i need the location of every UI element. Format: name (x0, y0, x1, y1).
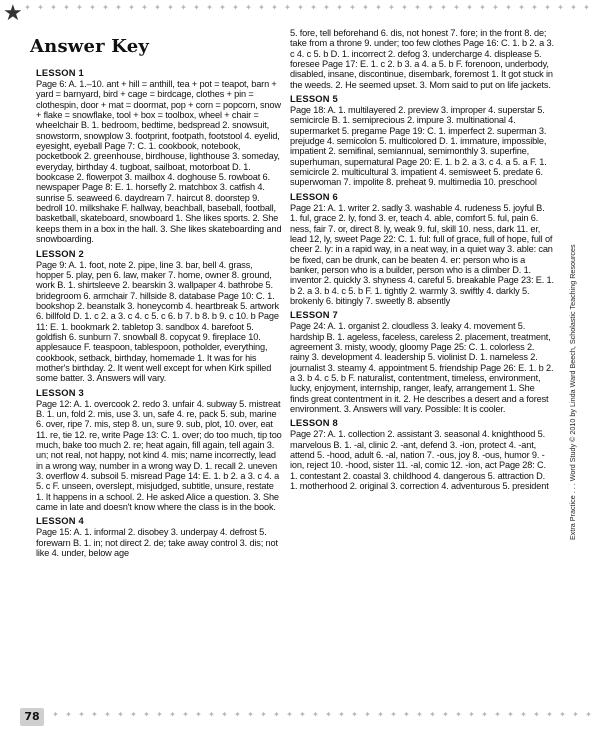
border-star-icon: ✦ (167, 3, 174, 12)
border-star-icon: ✦ (258, 3, 265, 12)
border-star-icon: ✦ (468, 710, 475, 719)
border-star-icon: ✦ (37, 3, 44, 12)
border-star-icon: ✦ (102, 3, 109, 12)
border-star-icon: ✦ (128, 3, 135, 12)
lesson-heading: LESSON 4 (36, 515, 84, 527)
border-star-icon: ✦ (570, 3, 577, 12)
border-star-icon: ✦ (247, 710, 254, 719)
page-title: Answer Key (30, 36, 150, 57)
lesson-answers: Page 6: A. 1.–10. ant + hill = anthill, tea + pot = teapot, barn + yard = barnyard, bird + cage = birdcage, clothes + pin = clothespin, door + mat = doormat, pop + corn = popcorn, snow + flake = snowflake, tool + box = toolbox, wheel + chair = wheelchair B. 1. bedroom, bedtime, bedspread 2. snowsuit, snowstorm, snowplow 3. footprint, footpath, footstool 4. eyelid, eyesight, eyeball Page 7: C. 1. cookbook, notebook, pocketbook 2. greenhouse, birdhouse, lighthouse 3. someday, everyday, birthday 4. tugboat, sailboat, motorboat D. 1. bookcase 2. flowerpot 3. mailbox 4. doghouse 5. rowboat 6. newspaper Page 8: E. 1. horsefly 2. matchbox 3. catfish 4. sunrise 5. seaweed 6. daydream 7. haircut 8. doorstep 9. bedroll 10. milkshake F. hallway, beachball, baseball, football, basketball, skateboard, snowboard 1. She likes sports. 2. She keeps them in a box in the hall. 3. She likes skateboarding and snowboarding. (36, 79, 282, 245)
border-star-icon: ✦ (546, 710, 553, 719)
border-star-icon: ✦ (585, 710, 592, 719)
border-star-icon: ✦ (141, 3, 148, 12)
border-star-icon: ✦ (481, 710, 488, 719)
border-star-icon: ✦ (299, 710, 306, 719)
border-star-icon: ✦ (284, 3, 291, 12)
lesson-heading: LESSON 5 (290, 93, 338, 105)
lesson-heading: LESSON 3 (36, 386, 84, 398)
border-star-icon: ✦ (219, 3, 226, 12)
lesson-answers: Page 24: A. 1. organist 2. cloudless 3. leaky 4. movement 5. hardship B. 1. ageless, faceless, careless 2. placement, treatment, agreement 3. misty, woody, gloomy Page 25: C. 1. colorless 2. rainy 3. development 4. leadership 5. violinist D. 1. nameless 2. journalist 3. steamy 4. appointment 5. friendship Page 26: E. 1. b 2. a 3. b 4. c 5. b F. naturalist, contentment, timeless, environment, lucky, enjoyment, internship, ranger, leafy, arrangement 1. She finds great contentment in it. 2. He describes a desert and a forest environment. 3. Answers will vary. Possible: It is cooler. (290, 321, 554, 414)
border-star-icon: ✦ (494, 710, 501, 719)
border-star-icon: ✦ (520, 710, 527, 719)
lesson-heading: LESSON 2 (36, 247, 84, 259)
lesson-block (290, 309, 554, 414)
border-star-icon: ✦ (466, 3, 473, 12)
lesson-answers: Page 15: A. 1. informal 2. disobey 3. underpay 4. defrost 5. forewarn B. 1. in; not direct 2. de; take away control 3. dis; not like 4. under, below age (36, 527, 278, 559)
border-star-icon: ✦ (297, 3, 304, 12)
border-star-icon: ✦ (156, 710, 163, 719)
border-star-icon: ✦ (50, 3, 57, 12)
border-star-icon: ✦ (65, 710, 72, 719)
border-star-icon: ✦ (271, 3, 278, 12)
border-star-icon: ✦ (364, 710, 371, 719)
lesson-block (36, 248, 282, 384)
lesson-answers: Page 18: A. 1. multilayered 2. preview 3. improper 4. superstar 5. semicircle B. 1. semiprecious 2. impure 3. multinational 4. supermarket 5. pregame Page 19: C. 1. imperfect 2. superman 3. prejudge 4. semicolon 5. multicolored D. 1. immature, impossible, impatient 2. semifinal, semiannual, semimonthly 3. superfine, superhuman, supernatural Page 20: E. 1. b 2. a 3. c 4. a 5. a F. 1. semicircle 2. multicultural 3. impatient 4. semisweet 5. predate 6. superwoman 7. impolite 8. preheat 9. multimedia 10. preschool (290, 105, 547, 188)
border-star-icon: ✦ (154, 3, 161, 12)
lesson-block (290, 28, 554, 90)
border-star-icon: ✦ (310, 3, 317, 12)
border-star-icon: ✦ (531, 3, 538, 12)
lesson-answers: Page 12: A. 1. overcook 2. redo 3. unfair 4. subway 5. mistreat B. 1. un, fold 2. mis, use 3. un, safe 4. re, pack 5. sub, marine 6. over, ripe 7. mis, step 8. un, sure 9. sub, plot, 10. over, eat 11. re, tie 12. re, write Page 13: C. 1. over; do too much, tip too much, bake too much 2. re; heat again, fill again, tell again 3. un; not real, not happy, not kind 4. mis; name incorrectly, lead in a wrong way, number in a wrong way D. 1. recall 2. uneven 3. overflow 4. subsoil 5. misread Page 14: E. 1. b 2. a 3. c 4. a 5. c F. unseen, overslept, misjudged, subtitle, unsure, restate 1. It happens in a school. 2. He asked Alice a question. 3. She came in late and doesn't know where the class is in the book. (36, 398, 282, 513)
border-star-icon: ✦ (583, 3, 590, 12)
border-star-icon: ✦ (24, 3, 31, 12)
border-star-icon: ✦ (273, 710, 280, 719)
border-star-icon: ✦ (349, 3, 356, 12)
border-star-icon: ✦ (572, 710, 579, 719)
border-star-icon: ✦ (492, 3, 499, 12)
border-star-icon: ✦ (544, 3, 551, 12)
border-star-icon: ✦ (351, 710, 358, 719)
border-star-icon: ✦ (507, 710, 514, 719)
border-star-icon: ✦ (518, 3, 525, 12)
border-star-icon: ✦ (559, 710, 566, 719)
page-number: 78 (20, 708, 44, 726)
border-star-icon: ✦ (260, 710, 267, 719)
border-star-icon: ✦ (453, 3, 460, 12)
lesson-block (36, 387, 282, 513)
border-star-icon: ✦ (312, 710, 319, 719)
border-star-icon: ✦ (286, 710, 293, 719)
lesson-answers: 5. fore, tell beforehand 6. dis, not honest 7. fore; in the front 8. de; take from a throne 9. under; too few clothes Page 16: C. 1. b 2. a 3. c 4. c 5. b D. 1. incorrect 2. defog 3. undercharge 4. displease 5. foresee Page 17: E. 1. c 2. b 3. a 4. a 5. b F. forenoon, underbody, disabled, insane, discontinue, disembark, foremost 1. It got stuck in the weeds. 2. He seemed upset. 3. Mom said to put on life jackets. (290, 28, 554, 90)
border-star-icon: ✦ (557, 3, 564, 12)
border-star-icon: ✦ (89, 3, 96, 12)
border-star-icon: ✦ (362, 3, 369, 12)
border-star-icon: ✦ (377, 710, 384, 719)
border-star-icon: ✦ (234, 710, 241, 719)
border-star-icon: ✦ (375, 3, 382, 12)
bottom-star-border (0, 708, 600, 722)
border-star-icon: ✦ (208, 710, 215, 719)
lesson-heading: LESSON 1 (36, 67, 84, 78)
border-star-icon: ✦ (388, 3, 395, 12)
border-star-icon: ✦ (78, 710, 85, 719)
lesson-block (290, 93, 554, 188)
border-star-icon: ✦ (206, 3, 213, 12)
lesson-heading: LESSON 8 (290, 417, 338, 429)
lesson-block (290, 191, 554, 306)
border-star-icon: ✦ (195, 710, 202, 719)
border-star-icon: ✦ (323, 3, 330, 12)
lesson-block (36, 515, 282, 558)
border-star-icon: ✦ (130, 710, 137, 719)
border-star-icon: ✦ (76, 3, 83, 12)
left-column (36, 64, 282, 704)
border-star-icon: ✦ (182, 710, 189, 719)
border-star-icon: ✦ (193, 3, 200, 12)
border-star-icon: ✦ (416, 710, 423, 719)
lesson-heading: LESSON 7 (290, 309, 338, 321)
lesson-answers: Page 9: A. 1. foot, note 2. pipe, line 3. bar, bell 4. grass, hopper 5. play, pen 6. law, maker 7. home, owner 8. ground, work B. 1. shirtsleeve 2. bearskin 3. wallpaper 4. bathrobe 5. bridegroom 6. armchair 7. hillside 8. database Page 10: C. 1. bookshop 2. beanstalk 3. honeycomb 4. heartbreak 5. artwork 6. billfold D. 1. c 2. a 3. c 4. c 5. c 6. b 7. b 8. b 9. c 10. b Page 11: E. 1. bookmark 2. tabletop 3. sandbox 4. barefoot 5. goldfish 6. sunburn 7. snowball 8. copycat 9. fireplace 10. applesauce F. teaspoon, tablespoon, potholder, everything, cookbook, setback, birthday, homemade 1. It was for his mother's birthday. 2. It went well except for when Kirk spilled some batter. 3. Answers will vary. (36, 259, 279, 384)
lesson-block (36, 67, 282, 245)
border-star-icon: ✦ (232, 3, 239, 12)
copyright-credit: Extra Practice . . . Word Study © 2010 by Linda Ward Beech, Scholastic Teaching Resources (568, 244, 577, 540)
border-star-icon: ✦ (455, 710, 462, 719)
lesson-heading: LESSON 6 (290, 190, 338, 202)
copyright-sidebar (558, 200, 578, 540)
border-star-icon: ✦ (52, 710, 59, 719)
border-star-icon: ✦ (63, 3, 70, 12)
border-star-icon: ✦ (403, 710, 410, 719)
border-star-icon: ✦ (427, 3, 434, 12)
border-star-icon: ✦ (505, 3, 512, 12)
border-star-icon: ✦ (414, 3, 421, 12)
lesson-answers: Page 21: A. 1. writer 2. sadly 3. washable 4. rudeness 5. joyful B. 1. ful, grace 2. ly, fond 3. er, teach 4. able, comfort 5. ful, pain 6. ness, fair 7. or, direct 8. ly, weak 9. ful, skill 10. ness, dark 11. er, lead 12, ly, sweet Page 22: C. 1. ful: full of grace, full of hope, full of cheer 2. ly: in a rapid way, in a neat way, in a quiet way 3. able: can be fixed, can be drunk, can be beaten 4. er: person who is a banker, person who is a builder, person who is a climber D. 1. inventor 2. quickly 3. shyness 4. careful 5. breakable Page 23: E. 1. b 2. a 3. b 4. c 5. b F. 1. tightly 2. warmly 3. swiftly 4. darkly 5. brokenly 6. bitingly 7. sweetly 8. absently (290, 202, 554, 306)
lesson-block (290, 417, 554, 491)
border-star-icon: ✦ (325, 710, 332, 719)
right-column (290, 28, 554, 706)
border-star-icon: ✦ (143, 710, 150, 719)
border-star-icon: ✦ (169, 710, 176, 719)
border-star-icon: ✦ (336, 3, 343, 12)
border-star-icon: ✦ (479, 3, 486, 12)
border-star-icon: ✦ (429, 710, 436, 719)
border-star-icon: ✦ (91, 710, 98, 719)
lesson-answers: Page 27: A. 1. collection 2. assistant 3. seasonal 4. knighthood 5. marvelous B. 1. -al, clinic 2. -ant, defend 3. -ion, protect 4. -ant, attend 5. -hood, adult 6. -al, nation 7. -ous, joy 8. -ous, humor 9. -ion, reject 10. -hood, sister 11. -al, comic 12. -ion, act Page 28: C. 1. contestant 2. coastal 3. childhood 4. dangerous 5. attraction D. 1. motherhood 2. original 3. correction 4. adventurous 5. president (290, 429, 549, 492)
border-star-icon: ✦ (245, 3, 252, 12)
border-star-icon: ✦ (117, 710, 124, 719)
border-star-icon: ✦ (533, 710, 540, 719)
border-star-icon: ✦ (390, 710, 397, 719)
border-star-icon: ✦ (401, 3, 408, 12)
border-star-icon: ✦ (442, 710, 449, 719)
border-star-icon: ✦ (338, 710, 345, 719)
border-star-icon: ✦ (440, 3, 447, 12)
corner-star-icon: ★ (3, 0, 23, 25)
border-star-icon: ✦ (115, 3, 122, 12)
border-star-icon: ✦ (221, 710, 228, 719)
border-star-icon: ✦ (104, 710, 111, 719)
border-star-icon: ✦ (180, 3, 187, 12)
top-star-border (0, 2, 600, 14)
